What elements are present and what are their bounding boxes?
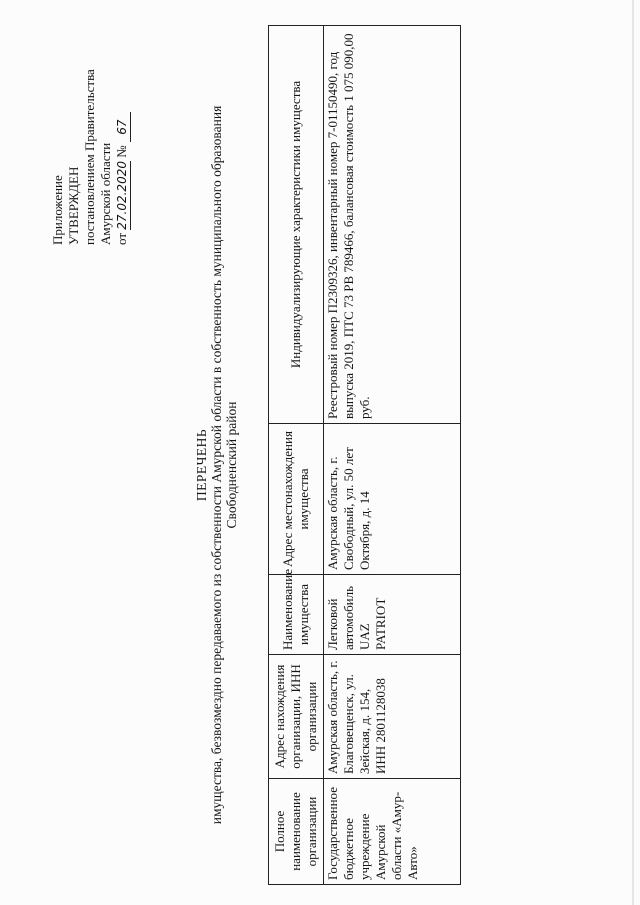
document-heading (194, 35, 239, 895)
approval-date: 27.02.2020 (115, 161, 129, 230)
characteristics-cell: Реестровый номер П2309326, инвентарный номер 7-01150490, год выпуска 2019, ПТС 73 РВ 789466, балансовая стоимость 1 075 090,00 руб. (324, 26, 461, 424)
document-subtitle-district: Свободненский район (224, 401, 239, 529)
approval-block (50, 15, 131, 245)
column-header: Адрес местонахождения имущества (269, 424, 324, 575)
org-address-cell: Амурская область, г. Благовещенск, ул. Зейская, д. 154, ИНН 2801128038 (324, 655, 461, 779)
column-header: Полное наименование организации (269, 779, 324, 885)
approval-number: 67 (114, 112, 131, 142)
date-number-line (114, 15, 131, 245)
property-name-cell: Легковой автомобиль UAZ PATRIOT (324, 575, 461, 655)
organization-cell: Государственное бюджетное учреждение Амурской области «Амур-Авто» (324, 779, 461, 885)
column-header: Индивидуализирующие характеристики имущества (269, 26, 324, 424)
region-label: Амурской области (98, 142, 113, 245)
number-label: № (114, 145, 129, 158)
property-address-cell: Амурская область, г. Свободный, ул. 50 лет Октября, д. 14 (324, 424, 461, 575)
resolution-label: постановлением Правительства (82, 69, 97, 245)
column-header: Наименование имущества (269, 575, 324, 655)
property-table (268, 25, 461, 885)
from-label: от (114, 232, 129, 245)
scan-edge (632, 0, 634, 905)
document-title: ПЕРЕЧЕНЬ (194, 428, 209, 502)
column-header: Адрес нахождения организации, ИНН организации (269, 655, 324, 779)
document-subtitle: имущества, безвозмездно передаваемого из собственности Амурской области в собственность муниципального образования (209, 105, 224, 825)
approved-label: УТВЕРЖДЕН (66, 166, 81, 245)
table-header-row (269, 26, 324, 885)
appendix-label: Приложение (50, 175, 65, 245)
table-row (324, 26, 461, 885)
